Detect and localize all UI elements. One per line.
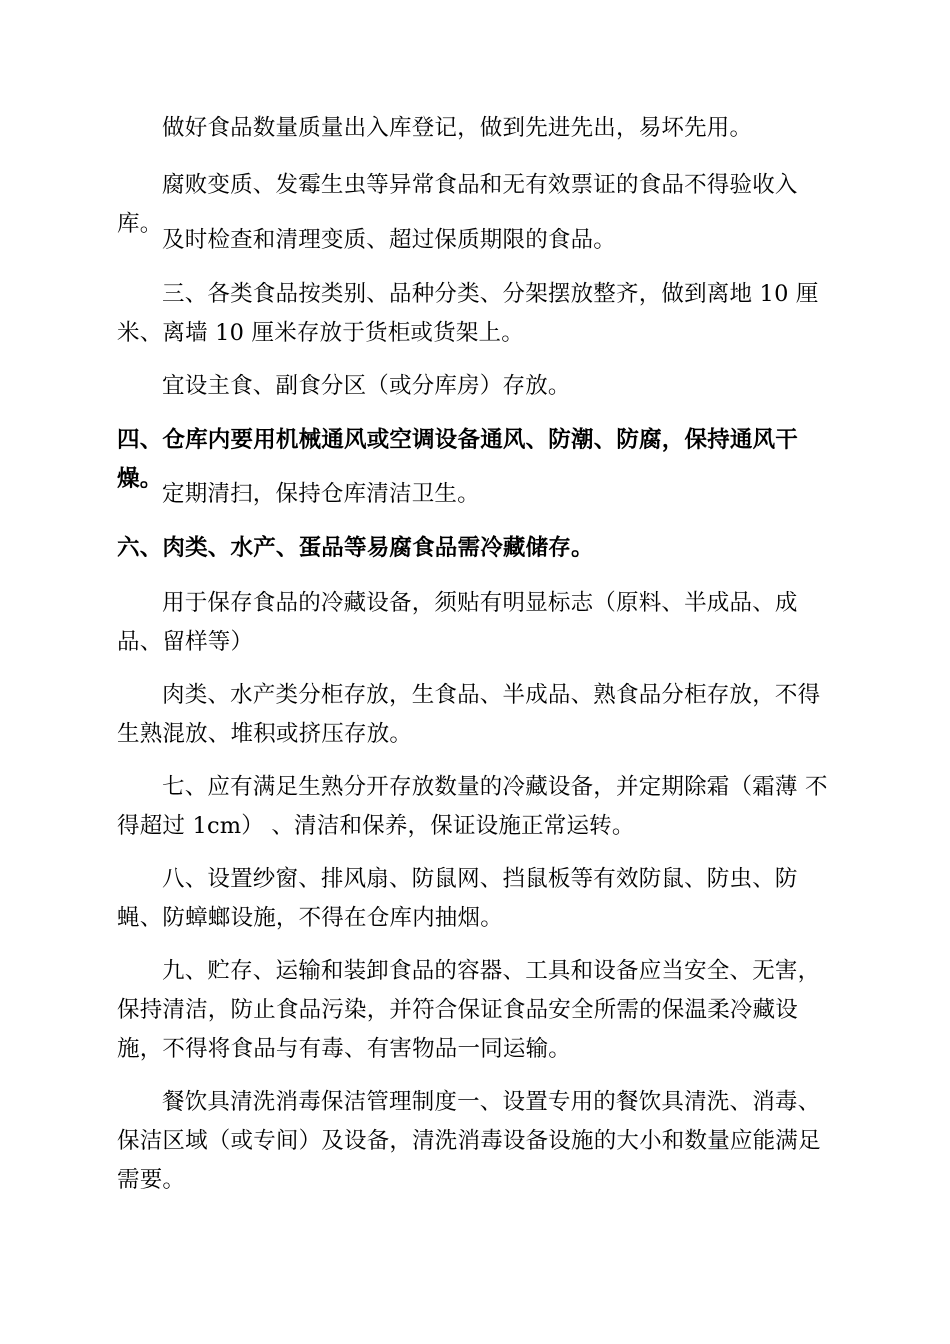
paragraph-regular-cleaning: 定期清扫，保持仓库清洁卫生。 <box>162 481 480 507</box>
paragraph-inventory-registration: 做好食品数量质量出入库登记，做到先进先出，易坏先用。 <box>162 115 753 141</box>
paragraph-zoned-storage: 宜设主食、副食分区（或分库房）存放。 <box>162 373 571 399</box>
paragraph-section-9-transport: 九、贮存、运输和装卸食品的容器、工具和设备应当安全、无害，保持清洁，防止食品污染，并符合保证食品安全所需的保温柔冷藏设施，不得将食品与有毒、有害物品一同运输。 <box>117 958 821 1062</box>
paragraph-section-7-defrosting: 七、应有满足生熟分开存放数量的冷藏设备，并定期除霜（霜薄 不得超过 1cm） 、清洁和保养，保证设施正常运转。 <box>117 774 828 839</box>
paragraph-expiry-check: 及时检查和清理变质、超过保质期限的食品。 <box>162 227 617 253</box>
paragraph-section-3-storage: 三、各类食品按类别、品种分类、分架摆放整齐，做到离地 10 厘米、离墙 10 厘米存放于货柜或货架上。 <box>117 281 819 346</box>
paragraph-fridge-labels: 用于保存食品的冷藏设备，须贴有明显标志（原料、半成品、成品、留样等） <box>117 590 798 655</box>
paragraph-section-8-pest-control: 八、设置纱窗、排风扇、防鼠网、挡鼠板等有效防鼠、防虫、防蝇、防蟑螂设施，不得在仓库内抽烟。 <box>117 866 798 931</box>
heading-section-4-ventilation: 四、仓库内要用机械通风或空调设备通风、防潮、防腐，保持通风干燥。 <box>117 427 799 492</box>
paragraph-separate-cabinets: 肉类、水产类分柜存放，生食品、半成品、熟食品分柜存放，不得生熟混放、堆积或挤压存放。 <box>117 682 821 747</box>
paragraph-tableware-cleaning: 餐饮具清洗消毒保洁管理制度一、设置专用的餐饮具清洗、消毒、保洁区域（或专间）及设备，清洗消毒设备设施的大小和数量应能满足需要。 <box>117 1089 821 1193</box>
heading-section-6-refrigeration: 六、肉类、水产、蛋品等易腐食品需冷藏储存。 <box>117 535 594 561</box>
paragraph-spoiled-food-rejection: 腐败变质、发霉生虫等异常食品和无有效票证的食品不得验收入库。 <box>117 172 798 237</box>
